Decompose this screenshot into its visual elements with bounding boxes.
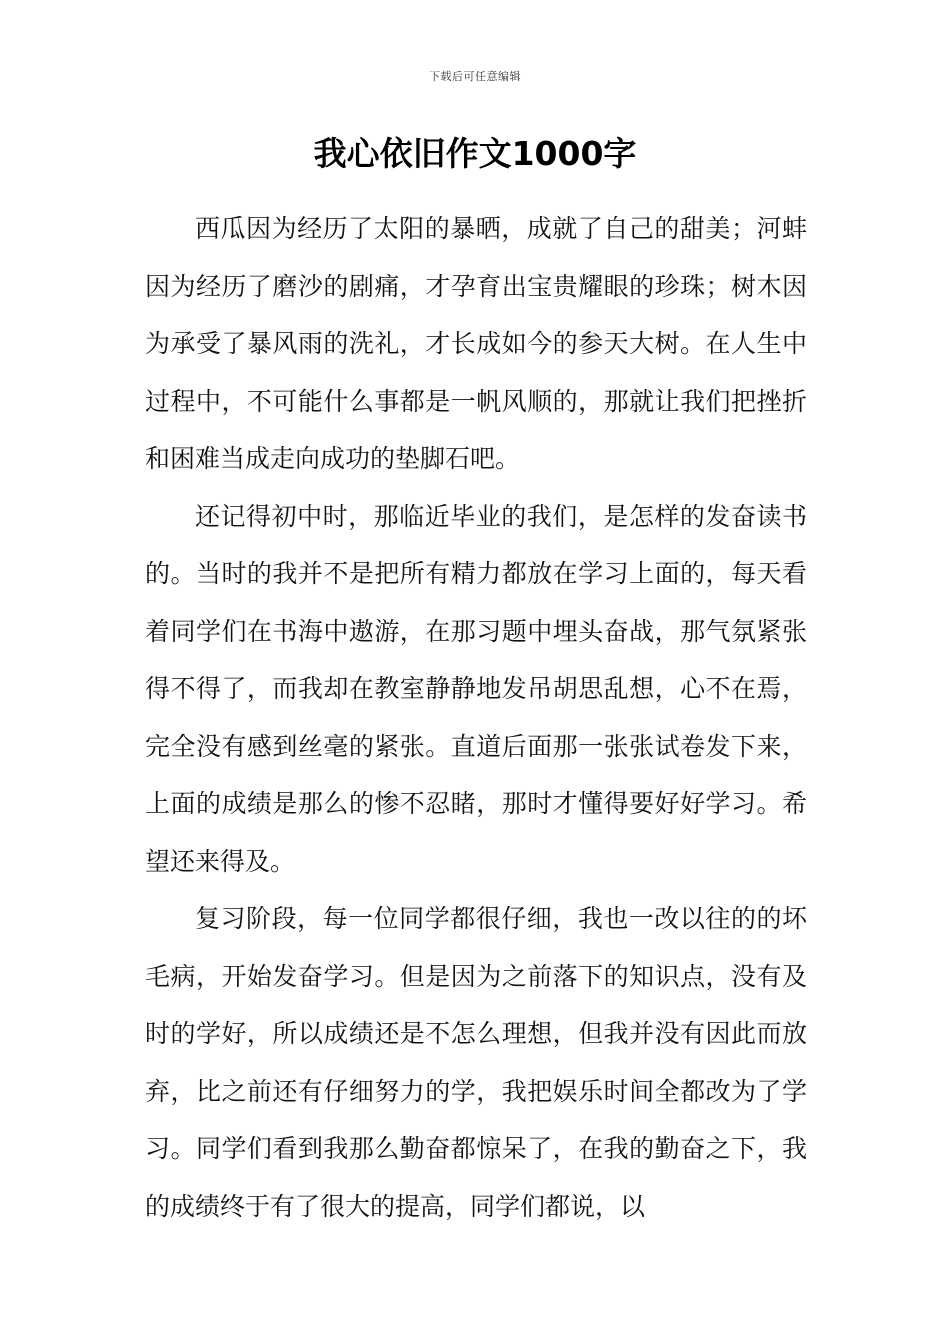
article-body (145, 200, 807, 1235)
paragraph-2: 还记得初中时，那临近毕业的我们，是怎样的发奋读书的。当时的我并不是把所有精力都放在学习上面的，每天看着同学们在书海中遨游，在那习题中埋头奋战，那气氛紧张得不得了，而我却在教室静静地发吊胡思乱想，心不在焉，完全没有感到丝毫的紧张。直道后面那一张张试卷发下来，上面的成绩是那么的惨不忍睹，那时才懂得要好好学习。希望还来得及。 (145, 501, 807, 876)
header-note: 下载后可任意编辑 (429, 70, 521, 83)
paragraph-1: 西瓜因为经历了太阳的暴晒，成就了自己的甜美；河蚌因为经历了磨沙的剧痛，才孕育出宝贵耀眼的珍珠；树木因为承受了暴风雨的洗礼，才长成如今的参天大树。在人生中过程中，不可能什么事都是一帆风顺的，那就让我们把挫折和困难当成走向成功的垫脚石吧。 (145, 214, 807, 473)
page-title: 我心依旧作文1000字 (313, 134, 637, 173)
paragraph-3: 复习阶段，每一位同学都很仔细，我也一改以往的的坏毛病，开始发奋学习。但是因为之前落下的知识点，没有及时的学好，所以成绩还是不怎么理想，但我并没有因此而放弃，比之前还有仔细努力的学，我把娱乐时间全都改为了学习。同学们看到我那么勤奋都惊呆了，在我的勤奋之下，我的成绩终于有了很大的提高，同学们都说，以 (145, 904, 807, 1221)
